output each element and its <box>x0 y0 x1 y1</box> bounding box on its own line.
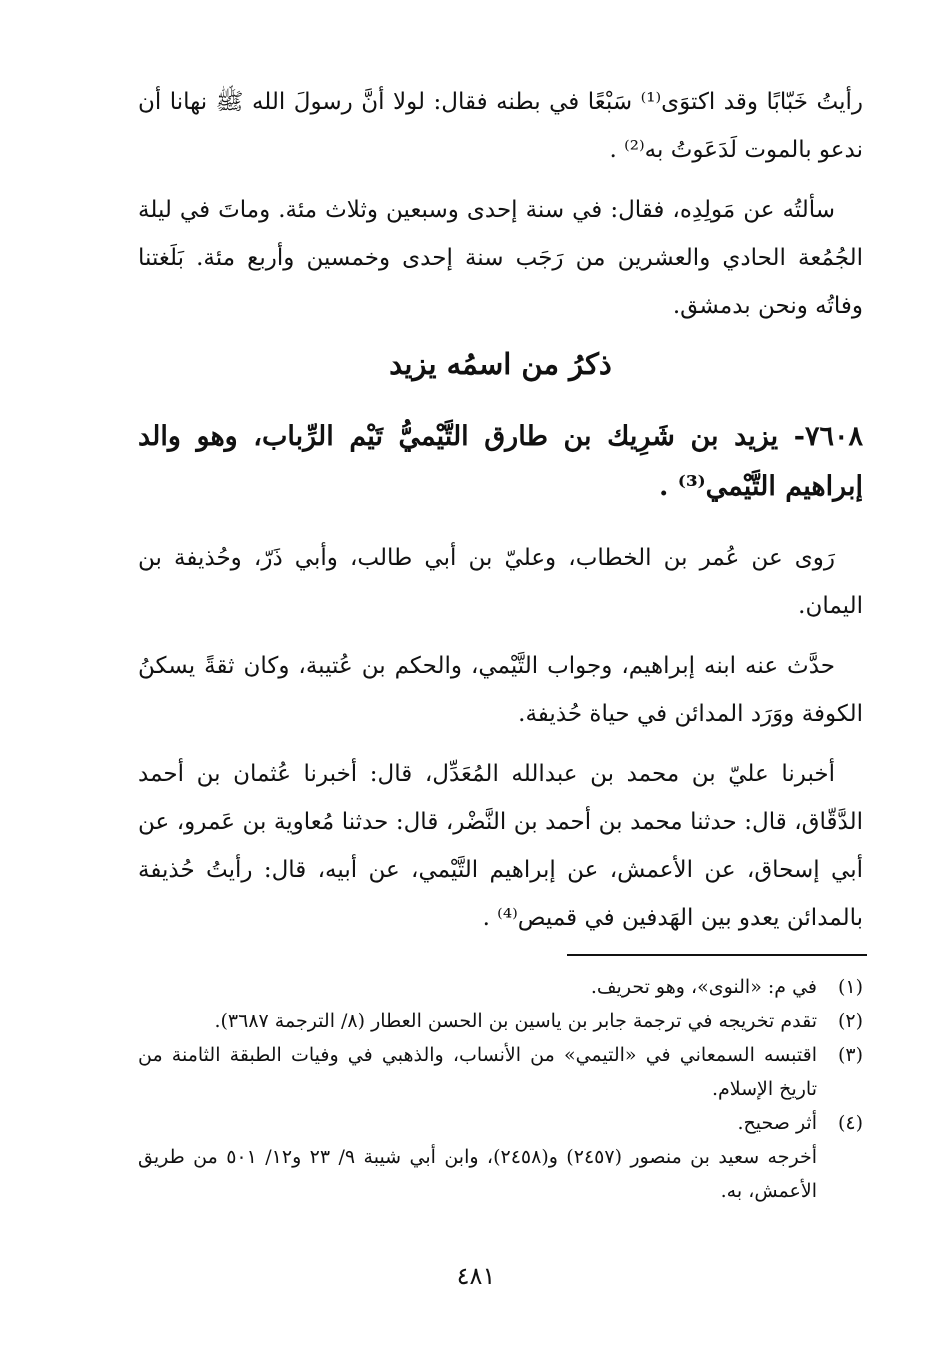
footnote-text: تقدم تخريجه في ترجمة جابر بن ياسين بن الحسن العطار (٨/ الترجمة ٣٦٨٧). <box>214 1010 817 1032</box>
entry-text: يزيد بن شَرِيك بن طارق التَّيْميُّ تَيْم الرِّباب، وهو والد إبراهيم التَّيْمي⁽³⁾ . <box>138 421 863 502</box>
footnote-4 <box>138 1106 863 1140</box>
page-number: ٤٨١ <box>456 1262 496 1290</box>
footnote-number: (٣) <box>837 1044 863 1066</box>
footnote-4-continuation: أخرجه سعيد بن منصور (٢٤٥٧) و(٢٤٥٨)، وابن أبي شيبة ٩/ ٢٣ و١٢/ ٥٠١ من طريق الأعمش، به. <box>138 1146 817 1202</box>
footnote-separator <box>567 954 867 956</box>
paragraph-birth-death: سألتُه عن مَولِدِه، فقال: في سنة إحدى وسبعين وثلاث مئة. وماتَ في ليلة الجُمُعة الحادي والعشرين من رَجَب سنة إحدى وخمسين وأربع مئة. بَلَغتنا وفاتُه ونحن بدمشق. <box>138 197 863 319</box>
footnote-2 <box>138 1004 863 1038</box>
paragraph-khabbab: رأيتُ خَبّابًا وقد اكتوَى⁽¹⁾ سَبْعًا في بطنه فقال: لولا أنَّ رسولَ الله ﷺ نهانا أن ندعو بالموت لَدَعَوتُ به⁽²⁾ . <box>138 89 863 163</box>
footnote-text: في م: «النوى»، وهو تحريف. <box>590 976 817 998</box>
footnote-3 <box>138 1038 863 1106</box>
footnote-1 <box>138 970 863 1004</box>
paragraph-narrated-from: رَوى عن عُمر بن الخطاب، وعليّ بن أبي طالب، وأبي ذَرّ، وحُذيفة بن اليمان. <box>138 545 863 619</box>
biography-entry <box>138 412 863 512</box>
page-body <box>138 78 863 1208</box>
entry-number: ٧٦٠٨- <box>793 421 863 452</box>
footnote-text: أثر صحيح. <box>737 1112 817 1134</box>
paragraph-isnad: أخبرنا عليّ بن محمد بن عبدالله المُعَدِّل، قال: أخبرنا عُثمان بن أحمد الدَّقّاق، قال: حدثنا محمد بن أحمد بن النَّضْر، قال: حدثنا مُعاوية بن عَمرو، عن أبي إسحاق، عن الأعمش، عن إبراهيم التَّيْمي، عن أبيه، قال: رأيتُ حُذيفة بالمدائن يعدو بين الهَدفين في قميص⁽⁴⁾ . <box>138 761 863 931</box>
footnote-number: (٤) <box>837 1112 863 1134</box>
footnote-number: (١) <box>837 976 863 998</box>
footnote-text: اقتبسه السمعاني في «التيمي» من الأنساب، والذهبي في وفيات الطبقة الثامنة من تاريخ الإسلام. <box>138 1044 817 1100</box>
section-heading: ذكرُ من اسمُه يزيد <box>389 347 612 381</box>
paragraph-narrators: حدَّث عنه ابنه إبراهيم، وجواب التَّيْمي، والحكم بن عُتيبة، وكان ثقةً يسكنُ الكوفة ووَرَد المدائن في حياة حُذيفة. <box>138 653 863 727</box>
footnotes <box>138 970 863 1208</box>
footnote-number: (٢) <box>837 1010 863 1032</box>
